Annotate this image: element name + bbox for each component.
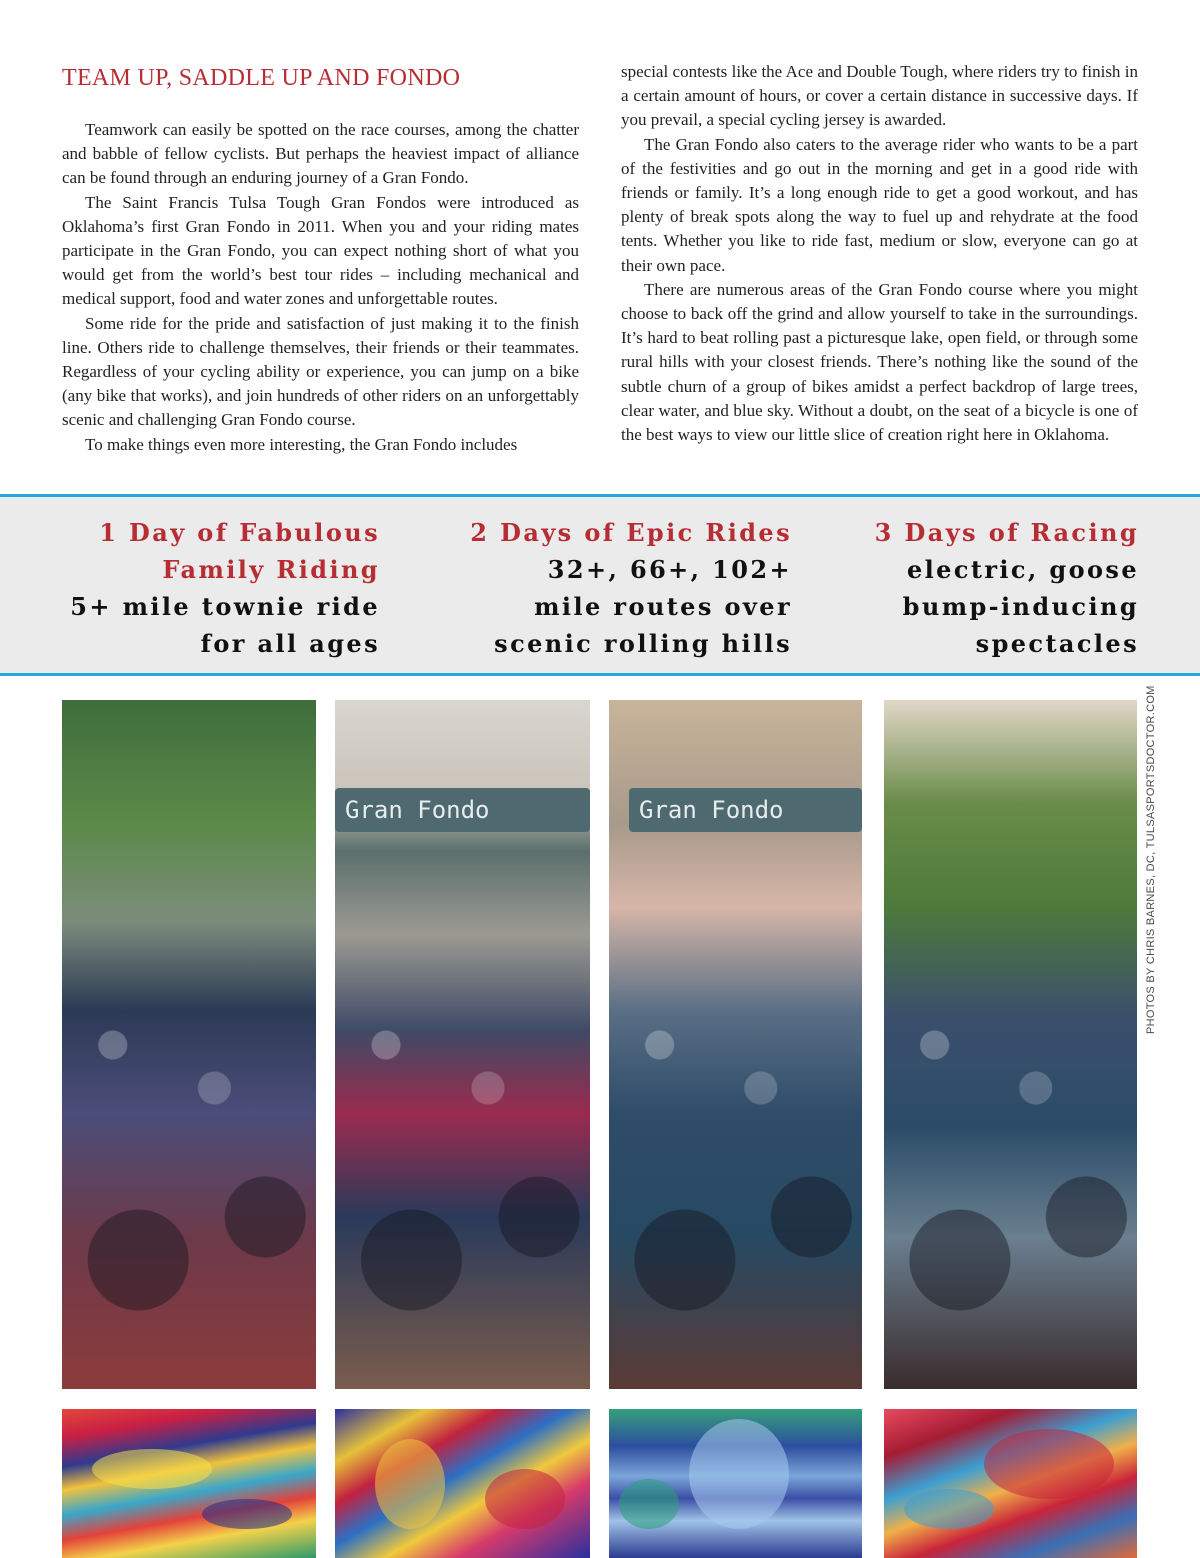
feature-title: Family Riding bbox=[162, 555, 380, 584]
feature-description: spectacles bbox=[975, 629, 1139, 658]
photo-credit-text: PHOTOS BY CHRIS BARNES, DC, TULSASPORTSDOCTOR.COM bbox=[1145, 685, 1157, 1034]
feature-title: 1 Day of Fabulous bbox=[99, 518, 380, 547]
photo-gran-fondo-arch-right bbox=[609, 700, 862, 1389]
article-paragraph-continuation: special contests like the Ace and Double Tough, where riders try to finish in a certain amount of hours, or cover a certain distance in successive days. If you prevail, a special cycling jersey is awarded. bbox=[621, 62, 1138, 130]
arch-label: Gran Fondo bbox=[345, 796, 490, 824]
features-band bbox=[0, 494, 1200, 676]
photo-riders bbox=[884, 959, 1137, 1389]
arch-label: Gran Fondo bbox=[639, 796, 784, 824]
artwork-panel bbox=[335, 1409, 590, 1558]
feature-description: mile routes over bbox=[534, 592, 792, 621]
feature-description: 5+ mile townie ride bbox=[70, 592, 380, 621]
feature-description: for all ages bbox=[200, 629, 380, 658]
artwork-panel bbox=[609, 1409, 862, 1558]
artwork-helmet bbox=[689, 1419, 789, 1529]
photo-riders bbox=[62, 959, 316, 1389]
article-body bbox=[62, 60, 1138, 470]
photo-crowd-start-left bbox=[62, 700, 316, 1389]
artwork-swirl bbox=[619, 1479, 679, 1529]
photo-credit bbox=[1143, 685, 1163, 1048]
article-paragraph: To make things even more interesting, the Gran Fondo includes bbox=[85, 434, 518, 454]
artwork-swirl bbox=[984, 1429, 1114, 1499]
article-paragraph: The Saint Francis Tulsa Tough Gran Fondos were introduced as Oklahoma’s first Gran Fondo in 2011. When you and your riding mates participate in the Gran Fondo, you can expect nothing short of what you would get from the world’s best tour rides – including mechanical and medical support, food and water zones and unforgettable routes. bbox=[62, 192, 579, 309]
artwork-panel bbox=[884, 1409, 1137, 1558]
feature-description: electric, goose bbox=[906, 555, 1139, 584]
feature-epic-rides bbox=[432, 514, 792, 662]
feature-description: scenic rolling hills bbox=[494, 629, 792, 658]
feature-description: bump-inducing bbox=[902, 592, 1139, 621]
article-paragraph: Some ride for the pride and satisfaction of just making it to the finish line. Others ride to challenge themselves, their friends or their teammates. Regardless of your cycling ability or experience, you can jump on a bike (any bike that works), and join hundreds of other riders on an unforgettably scenic and challenging Gran Fondo course. bbox=[62, 313, 579, 430]
article-left-column bbox=[62, 60, 579, 457]
artwork-panel bbox=[62, 1409, 316, 1558]
feature-title: 2 Days of Epic Rides bbox=[470, 518, 792, 547]
artwork-swirl bbox=[375, 1439, 445, 1529]
article-paragraph: There are numerous areas of the Gran Fondo course where you might choose to back off the grind and allow yourself to take in the surroundings. It’s hard to beat rolling past a picturesque lake, open field, or through some rural hills with your closest friends. There’s nothing like the sound of the subtle churn of a group of bikes amidst a perfect backdrop of large trees, clear water, and blue sky. Without a doubt, on the seat of a bicycle is one of the best ways to view our little slice of creation right here in Oklahoma. bbox=[621, 279, 1138, 445]
article-heading: TEAM UP, SADDLE UP AND FONDO bbox=[62, 65, 461, 91]
start-arch-banner bbox=[629, 788, 862, 832]
photo-riders bbox=[335, 959, 590, 1389]
article-paragraph: Teamwork can easily be spotted on the race courses, among the chatter and babble of fellow cyclists. But perhaps the heaviest impact of alliance can be found through an enduring journey of a Gran Fondo. bbox=[62, 120, 579, 188]
photo-crowd-start-right bbox=[884, 700, 1137, 1389]
article-paragraph: The Gran Fondo also caters to the average rider who wants to be a part of the festivities and go out in the morning and get in a good ride with friends or family. It’s a long enough ride to get a good workout, and has plenty of break spots along the way to fuel up and rehydrate at the food tents. Whether you like to ride fast, medium or slow, everyone can go at their own pace. bbox=[621, 134, 1138, 275]
artwork-swirl bbox=[904, 1489, 994, 1529]
feature-family-riding bbox=[20, 514, 380, 662]
artwork-swirl bbox=[485, 1469, 565, 1529]
feature-racing bbox=[779, 514, 1139, 662]
article-right-column bbox=[621, 60, 1138, 447]
feature-description: 32+, 66+, 102+ bbox=[547, 555, 792, 584]
start-arch-banner bbox=[335, 788, 590, 832]
artwork-swirl bbox=[202, 1499, 292, 1529]
feature-title: 3 Days of Racing bbox=[874, 518, 1139, 547]
photo-gran-fondo-arch-left bbox=[335, 700, 590, 1389]
artwork-swirl bbox=[92, 1449, 212, 1489]
photo-riders bbox=[609, 959, 862, 1389]
